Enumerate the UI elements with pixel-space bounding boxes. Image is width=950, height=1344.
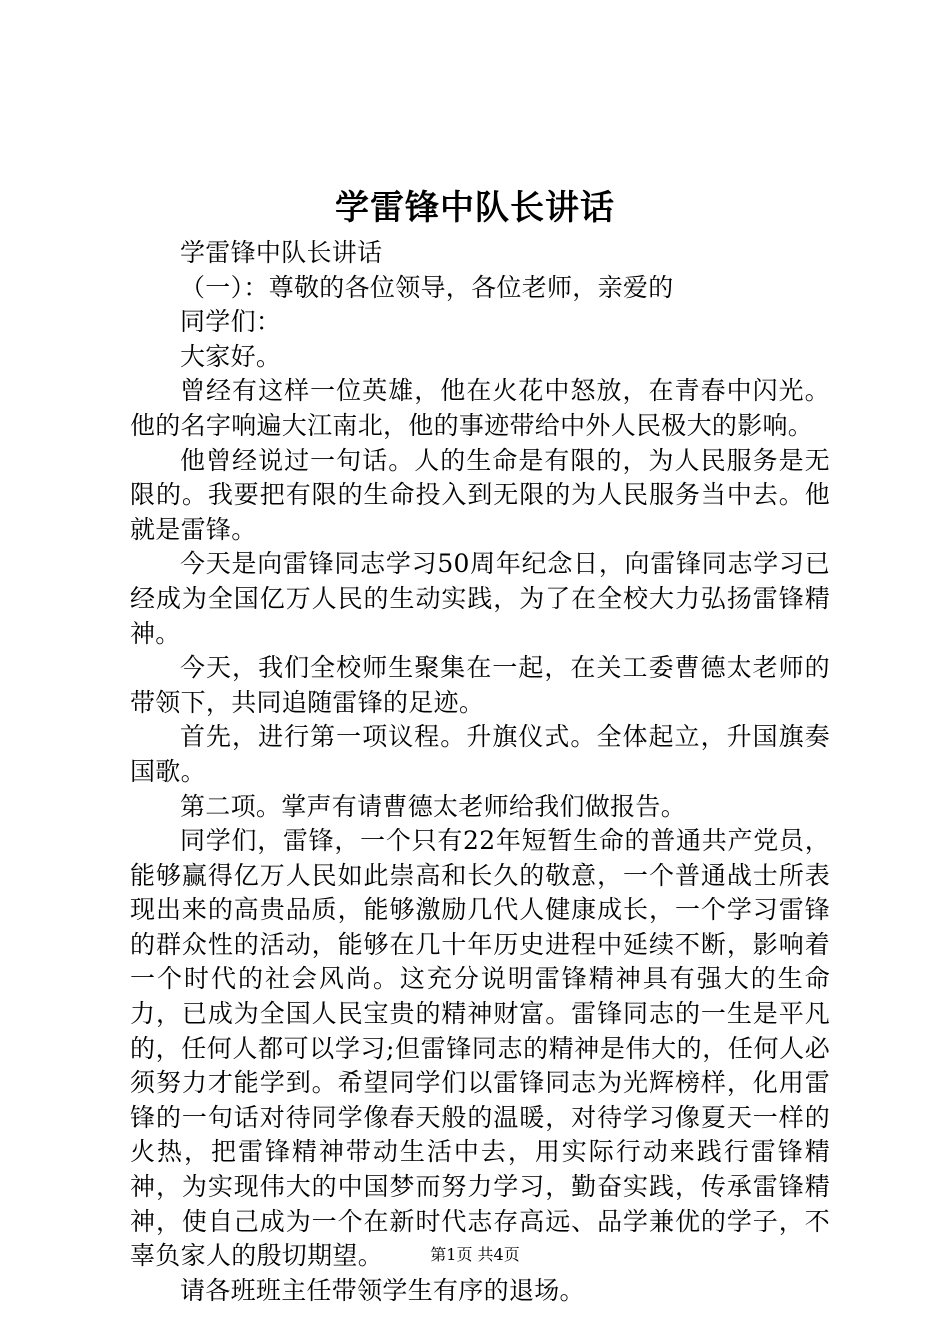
paragraph-agenda-two: 第二项。掌声有请曹德太老师给我们做报告。 [180, 791, 687, 821]
paragraph-agenda-one: 首先，进行第一项议程。升旗仪式。全体起立，升国旗奏国歌。 [130, 722, 830, 786]
document-body [130, 236, 830, 1308]
page-footer: 第1页 共4页 [430, 1245, 520, 1264]
paragraph-subtitle: 学雷锋中队长讲话 [180, 238, 383, 267]
paragraph-salutation: （一）：尊敬的各位领导，各位老师，亲爱的 [180, 272, 674, 302]
paragraph-speech: 同学们，雷锋，一个只有22年短暂生命的普通共产党员，能够赢得亿万人民如此崇高和长久的敬意，一个普通战士所表现出来的高贵品质，能够激励几代人健康成长，一个学习雷锋的群众性的活动，能够在几十年历史进程中延续不断，影响着一个时代的社会风尚。这充分说明雷锋精神具有强大的生命力，已成为全国人民宝贵的精神财富。雷锋同志的一生是平凡的，任何人都可以学习;但雷锋同志的精神是伟大的，任何人必须努力才能学到。希望同学们以雷锋同志为光辉榜样，化用雷锋的一句话对待同学像春天般的温暖，对待学习像夏天一样的火热，把雷锋精神带动生活中去，用实际行动来践行雷锋精神，为实现伟大的中国梦而努力学习，勤奋实践，传承雷锋精神，使自己成为一个在新时代志存高远、品学兼优的学子，不辜负家人的殷切期望。 [130, 826, 830, 1271]
paragraph-gathering: 今天，我们全校师生聚集在一起，在关工委曹德太老师的带领下，共同追随雷锋的足迹。 [130, 653, 830, 717]
paragraph-greeting: 大家好。 [180, 341, 282, 371]
paragraph-hero-intro: 曾经有这样一位英雄，他在火花中怒放，在青春中闪光。他的名字响遍大江南北，他的事迹带给中外人民极大的影响。 [130, 376, 830, 440]
paragraph-anniversary: 今天是向雷锋同志学习50周年纪念日，向雷锋同志学习已经成为全国亿万人民的生动实践，为了在全校大力弘扬雷锋精神。 [130, 549, 830, 648]
paragraph-closing: 请各班班主任带领学生有序的退场。 [180, 1275, 585, 1305]
paragraph-salutation-cont: 同学们： [180, 307, 282, 337]
document-title: 学雷锋中队长讲话 [335, 188, 615, 228]
paragraph-quote: 他曾经说过一句话。人的生命是有限的，为人民服务是无限的。我要把有限的生命投入到无限的为人民服务当中去。他就是雷锋。 [130, 445, 830, 544]
